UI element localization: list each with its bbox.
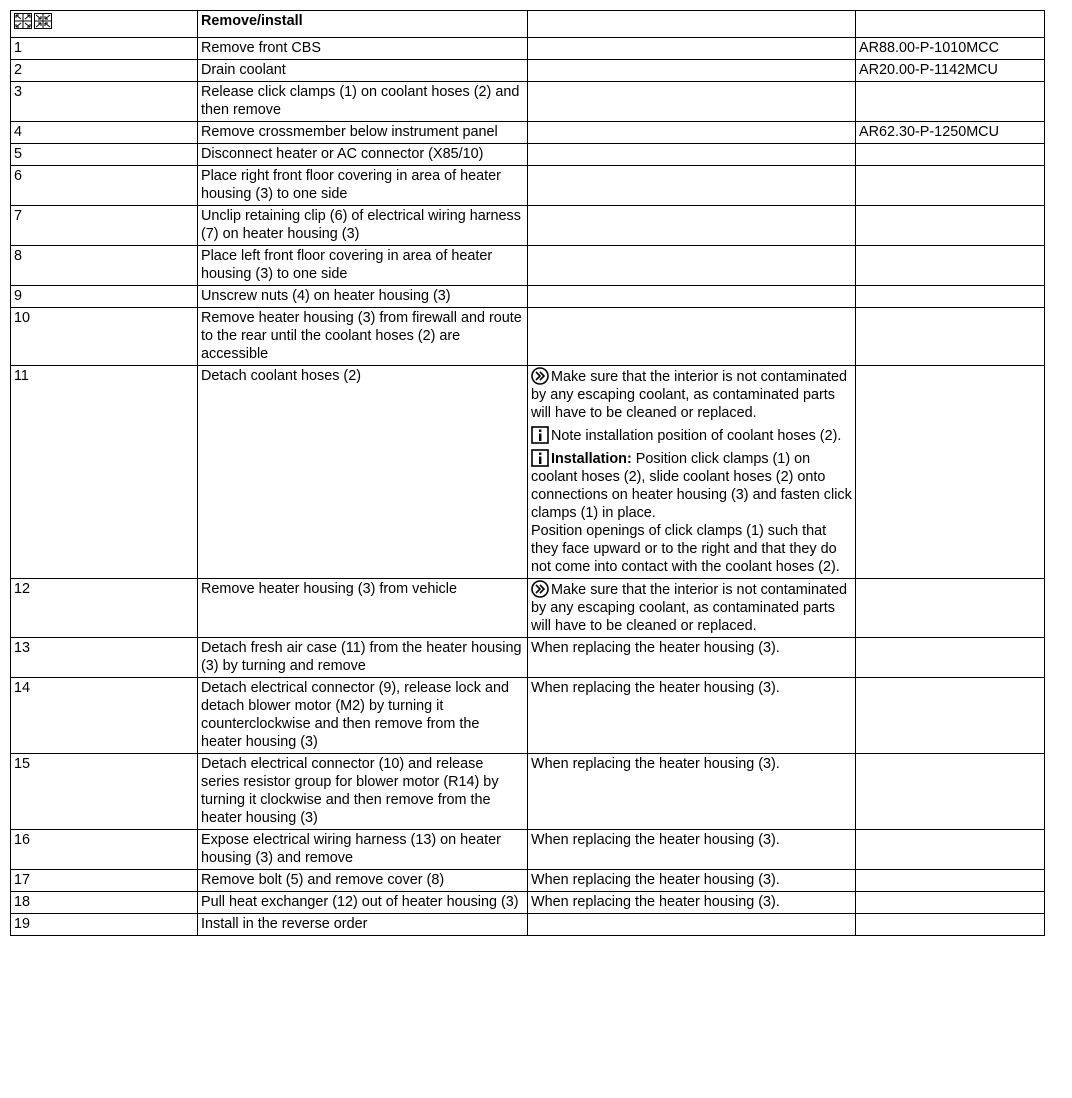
- note-text: Make sure that the interior is not contaminated by any escaping coolant, as contaminated parts will have to be cleaned or replaced.: [531, 369, 847, 421]
- step-notes: When replacing the heater housing (3).: [528, 870, 856, 892]
- step-action: Disconnect heater or AC connector (X85/10): [198, 144, 528, 166]
- step-action: Detach electrical connector (10) and release series resistor group for blower motor (R14) by turning it clockwise and then remove from the heater housing (3): [198, 754, 528, 830]
- header-notes-cell: [528, 11, 856, 38]
- reference-link: [856, 286, 1045, 308]
- step-action: Unclip retaining clip (6) of electrical wiring harness (7) on heater housing (3): [198, 206, 528, 246]
- step-number: 11: [11, 366, 198, 579]
- reference-link: [856, 82, 1045, 122]
- step-number: 6: [11, 166, 198, 206]
- caution-note: [531, 580, 852, 635]
- expand-all-icon[interactable]: [14, 13, 32, 29]
- table-row: [11, 82, 1045, 122]
- step-number: 3: [11, 82, 198, 122]
- table-row: [11, 914, 1045, 936]
- step-action: Install in the reverse order: [198, 914, 528, 936]
- table-row: [11, 122, 1045, 144]
- table-row: [11, 830, 1045, 870]
- caution-icon: [531, 580, 549, 598]
- step-number: 5: [11, 144, 198, 166]
- table-row: [11, 366, 1045, 579]
- step-number: 10: [11, 308, 198, 366]
- step-number: 4: [11, 122, 198, 144]
- table-row: [11, 166, 1045, 206]
- caution-icon: [531, 367, 549, 385]
- table-row: [11, 38, 1045, 60]
- step-action: Unscrew nuts (4) on heater housing (3): [198, 286, 528, 308]
- step-notes: [528, 308, 856, 366]
- step-action: Remove heater housing (3) from firewall and route to the rear until the coolant hoses (2) are accessible: [198, 308, 528, 366]
- table-row: [11, 638, 1045, 678]
- header-icons-cell: [11, 11, 198, 38]
- reference-link: [856, 914, 1045, 936]
- step-notes: [528, 38, 856, 60]
- table-row: [11, 60, 1045, 82]
- step-action: Remove crossmember below instrument panel: [198, 122, 528, 144]
- reference-link[interactable]: AR62.30-P-1250MCU: [856, 122, 1045, 144]
- step-number: 2: [11, 60, 198, 82]
- caution-note: [531, 367, 852, 422]
- step-number: 16: [11, 830, 198, 870]
- step-notes: When replacing the heater housing (3).: [528, 678, 856, 754]
- reference-link: [856, 308, 1045, 366]
- step-action: Detach fresh air case (11) from the heater housing (3) by turning and remove: [198, 638, 528, 678]
- table-row: [11, 579, 1045, 638]
- reference-link: [856, 638, 1045, 678]
- reference-link: [856, 870, 1045, 892]
- step-number: 13: [11, 638, 198, 678]
- table-row: [11, 754, 1045, 830]
- step-action: Detach electrical connector (9), release lock and detach blower motor (M2) by turning it counterclockwise and then remove from the heater housing (3): [198, 678, 528, 754]
- table-row: [11, 286, 1045, 308]
- table-row: [11, 892, 1045, 914]
- reference-link[interactable]: AR88.00-P-1010MCC: [856, 38, 1045, 60]
- table-row: [11, 678, 1045, 754]
- step-number: 17: [11, 870, 198, 892]
- step-notes: When replacing the heater housing (3).: [528, 892, 856, 914]
- step-action: Pull heat exchanger (12) out of heater housing (3): [198, 892, 528, 914]
- info-icon: [531, 426, 549, 444]
- note-text: Make sure that the interior is not contaminated by any escaping coolant, as contaminated parts will have to be cleaned or replaced.: [531, 582, 847, 634]
- step-number: 1: [11, 38, 198, 60]
- step-action: Remove front CBS: [198, 38, 528, 60]
- step-number: 18: [11, 892, 198, 914]
- table-row: [11, 206, 1045, 246]
- reference-link: [856, 830, 1045, 870]
- header-title: Remove/install: [198, 11, 528, 38]
- procedure-table: [10, 10, 1045, 936]
- step-action: Remove heater housing (3) from vehicle: [198, 579, 528, 638]
- step-notes: [528, 246, 856, 286]
- reference-link: [856, 366, 1045, 579]
- step-action: Place right front floor covering in area of heater housing (3) to one side: [198, 166, 528, 206]
- step-number: 9: [11, 286, 198, 308]
- collapse-all-icon[interactable]: [34, 13, 52, 29]
- step-number: 19: [11, 914, 198, 936]
- reference-link: [856, 892, 1045, 914]
- header-ref-cell: [856, 11, 1045, 38]
- table-row: [11, 308, 1045, 366]
- reference-link: [856, 246, 1045, 286]
- reference-link[interactable]: AR20.00-P-1142MCU: [856, 60, 1045, 82]
- step-action: Release click clamps (1) on coolant hoses (2) and then remove: [198, 82, 528, 122]
- reference-link: [856, 206, 1045, 246]
- reference-link: [856, 754, 1045, 830]
- table-row: [11, 870, 1045, 892]
- reference-link: [856, 579, 1045, 638]
- note-text: Position click clamps (1) on coolant hoses (2), slide coolant hoses (2) onto connections on heater housing (3) and fasten click clamps (1) in place. Position openings of click clamps (1) such that they face upward or to the right and that they do not come into contact with the coolant hoses (2).: [531, 451, 852, 575]
- header-row: [11, 11, 1045, 38]
- step-number: 7: [11, 206, 198, 246]
- info-note: [531, 449, 852, 576]
- step-action: Drain coolant: [198, 60, 528, 82]
- note-emphasis: Installation:: [551, 451, 632, 467]
- step-notes: [528, 206, 856, 246]
- info-icon: [531, 449, 549, 467]
- step-notes: [528, 914, 856, 936]
- step-notes: [528, 166, 856, 206]
- step-notes: [528, 286, 856, 308]
- reference-link: [856, 144, 1045, 166]
- step-notes: [528, 144, 856, 166]
- step-action: Detach coolant hoses (2): [198, 366, 528, 579]
- step-notes: [528, 122, 856, 144]
- step-action: Place left front floor covering in area of heater housing (3) to one side: [198, 246, 528, 286]
- step-number: 15: [11, 754, 198, 830]
- note-text: Note installation position of coolant hoses (2).: [551, 428, 842, 444]
- step-number: 12: [11, 579, 198, 638]
- step-number: 14: [11, 678, 198, 754]
- step-notes: [528, 579, 856, 638]
- info-note: [531, 426, 852, 445]
- step-action: Remove bolt (5) and remove cover (8): [198, 870, 528, 892]
- step-notes: When replacing the heater housing (3).: [528, 638, 856, 678]
- reference-link: [856, 678, 1045, 754]
- step-notes: [528, 366, 856, 579]
- table-row: [11, 246, 1045, 286]
- table-row: [11, 144, 1045, 166]
- step-notes: [528, 60, 856, 82]
- step-action: Expose electrical wiring harness (13) on heater housing (3) and remove: [198, 830, 528, 870]
- reference-link: [856, 166, 1045, 206]
- step-notes: [528, 82, 856, 122]
- step-number: 8: [11, 246, 198, 286]
- step-notes: When replacing the heater housing (3).: [528, 754, 856, 830]
- step-notes: When replacing the heater housing (3).: [528, 830, 856, 870]
